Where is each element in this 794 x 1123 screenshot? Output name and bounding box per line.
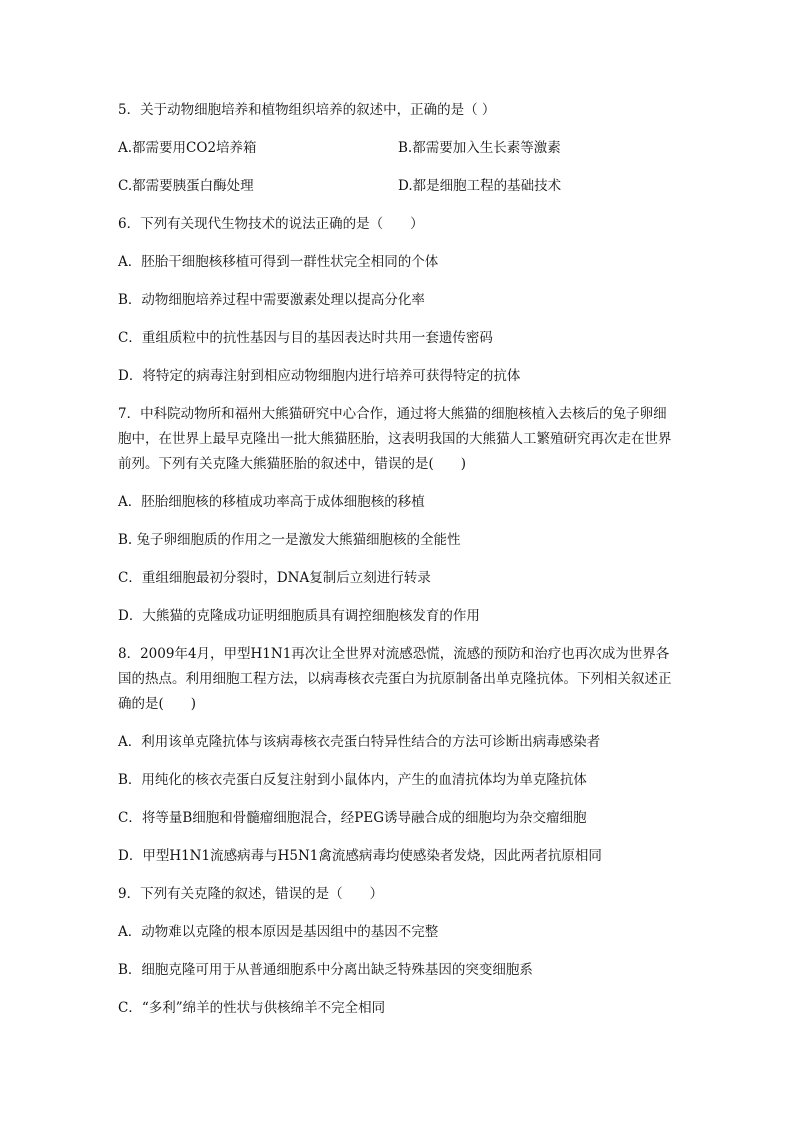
question-6-option-a: A．胚胎干细胞核移植可得到一群性状完全相同的个体 — [118, 254, 439, 270]
question-5-stem: 5．关于动物细胞培养和植物组织培养的叙述中，正确的是（ ） — [118, 102, 496, 118]
question-6-option-c: C．重组质粒中的抗性基因与目的基因表达时共用一套遗传密码 — [118, 330, 493, 346]
question-7-option-a: A．胚胎细胞核的移植成功率高于成体细胞核的移植 — [118, 494, 425, 510]
question-9-option-a: A．动物难以克隆的根本原因是基因组中的基因不完整 — [118, 924, 439, 940]
question-8-stem: 8．2009年4月，甲型H1N1再次让全世界对流感恐慌，流感的预防和治疗也再次成为世界各国的热点。利用细胞工程方法，以病毒核衣壳蛋白为抗原制备出单克隆抗体。下列相关叙述正确的是( ) — [118, 646, 672, 712]
question-6-option-d: D．将特定的病毒注射到相应动物细胞内进行培养可获得特定的抗体 — [118, 368, 521, 384]
question-9-option-c: C．“多利”绵羊的性状与供核绵羊不完全相同 — [118, 1000, 386, 1016]
question-5-option-d: D.都是细胞工程的基础技术 — [398, 178, 562, 194]
question-7-option-d: D．大熊猫的克隆成功证明细胞质具有调控细胞核发育的作用 — [118, 608, 480, 624]
question-5-option-a: A.都需要用CO2培养箱 — [118, 140, 257, 156]
question-6-stem: 6．下列有关现代生物技术的说法正确的是（ ） — [118, 216, 424, 232]
question-8-option-a: A．利用该单克隆抗体与该病毒核衣壳蛋白特异性结合的方法可诊断出病毒感染者 — [118, 734, 601, 750]
question-8-option-b: B．用纯化的核衣壳蛋白反复注射到小鼠体内，产生的血清抗体均为单克隆抗体 — [118, 772, 587, 788]
question-7-option-c: C．重组细胞最初分裂时，DNA复制后立刻进行转录 — [118, 570, 431, 586]
question-8-option-d: D．甲型H1N1流感病毒与H5N1禽流感病毒均使感染者发烧，因此两者抗原相同 — [118, 848, 602, 864]
question-9-option-b: B．细胞克隆可用于从普通细胞系中分离出缺乏特殊基因的突变细胞系 — [118, 962, 533, 978]
question-7-stem: 7．中科院动物所和福州大熊猫研究中心合作，通过将大熊猫的细胞核植入去核后的兔子卵细胞中，在世界上最早克隆出一批大熊猫胚胎，这表明我国的大熊猫人工繁殖研究再次走在世界前列。下列有关克隆大熊猫胚胎的叙述中，错误的是( ) — [118, 406, 672, 472]
question-6-option-b: B．动物细胞培养过程中需要激素处理以提高分化率 — [118, 292, 425, 308]
question-7-option-b: B. 兔子卵细胞质的作用之一是激发大熊猫细胞核的全能性 — [118, 532, 461, 548]
question-5-options-row-1 — [118, 136, 679, 161]
question-5-option-b: B.都需要加入生长素等激素 — [398, 140, 561, 156]
question-5-options-row-2 — [118, 174, 679, 199]
question-5-option-c: C.都需要胰蛋白酶处理 — [118, 178, 254, 194]
question-9-stem: 9．下列有关克隆的叙述，错误的是（ ） — [118, 886, 384, 902]
subscript-2: 2 — [207, 140, 217, 156]
question-8-option-c: C．将等量B细胞和骨髓瘤细胞混合，经PEG诱导融合成的细胞均为杂交瘤细胞 — [118, 810, 587, 826]
